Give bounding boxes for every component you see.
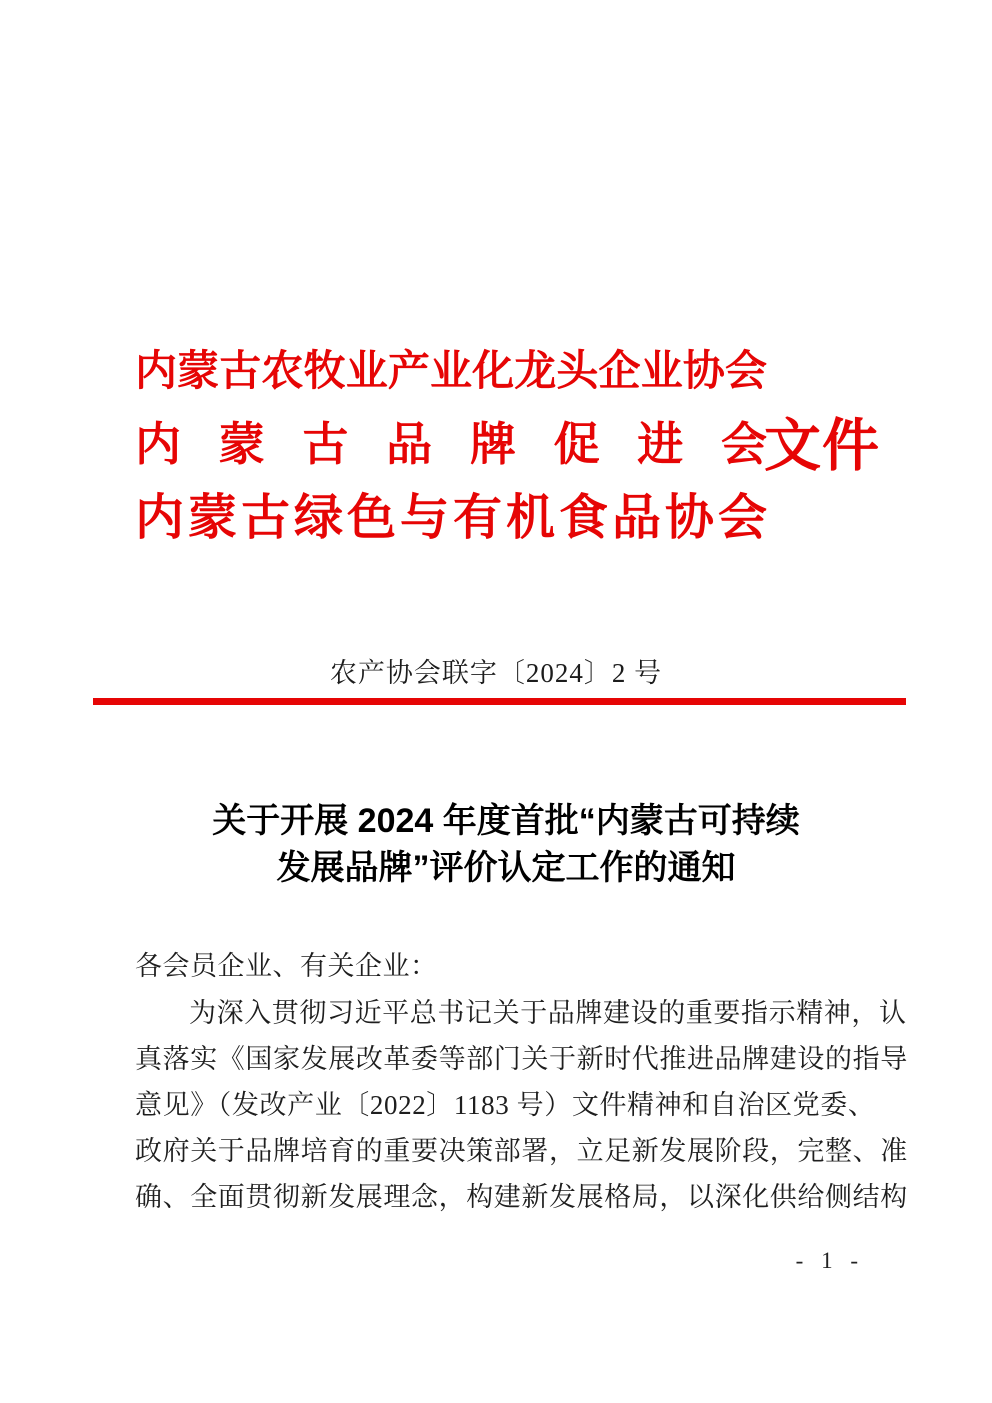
letterhead-org-name-2: 内蒙古品牌促进会 [135, 419, 767, 470]
document-title [96, 798, 916, 892]
body-line: 政府关于品牌培育的重要决策部署，立足新发展阶段，完整、准 [135, 1136, 908, 1166]
letterhead [135, 336, 880, 555]
document-title-line-1: 关于开展 2024 年度首批“内蒙古可持续 [212, 802, 800, 840]
letterhead-org-name-3: 内蒙古绿色与有机食品协会 [135, 490, 767, 545]
document-body [135, 943, 908, 1220]
page-number: - 1 - [795, 1248, 864, 1273]
letterhead-org-block [135, 336, 767, 555]
salutation: 各会员企业、有关企业： [135, 951, 438, 981]
letterhead-document-word: 文件 [764, 415, 880, 478]
body-line: 意见》（发改产业〔2022〕1183 号）文件精神和自治区党委、 [135, 1090, 876, 1120]
red-divider-line [93, 698, 906, 705]
body-line: 为深入贯彻习近平总书记关于品牌建设的重要指示精神，认 [189, 998, 907, 1028]
body-line: 真落实《国家发展改革委等部门关于新时代推进品牌建设的指导 [135, 1044, 908, 1074]
body-line: 确、全面贯彻新发展理念，构建新发展格局，以深化供给侧结构 [135, 1182, 908, 1212]
letterhead-org-name-1: 内蒙古农牧业产业化龙头企业协会 [135, 349, 767, 395]
document-title-line-2: 发展品牌”评价认定工作的通知 [276, 849, 736, 887]
document-reference-number: 农产协会联字〔2024〕2 号 [329, 658, 663, 688]
